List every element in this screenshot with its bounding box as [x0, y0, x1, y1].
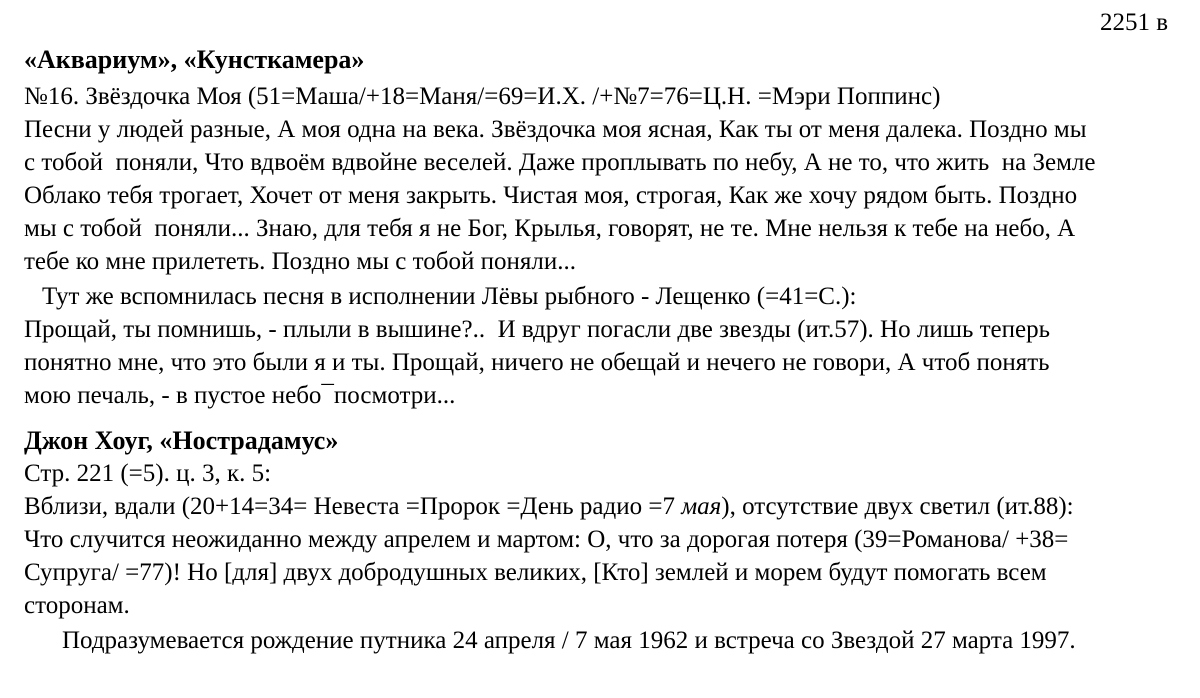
second-song-line: понятно мне, что это были я и ты. Прощай, ничего не обещай и нечего не говори, А чтоб понять — [24, 349, 1050, 376]
second-song-line: Прощай, ты помнишь, - плыли в вышине?.. И вдруг погасли две звезды (ит.57). Но лишь теперь — [24, 316, 1051, 343]
lyrics-line: Облако тебя трогает, Хочет от меня закрыть. Чистая моя, строгая, Как же хочу рядом быть. Поздно — [24, 182, 1078, 209]
quatrain-line — [24, 490, 1174, 523]
page-number: 2251 в — [1099, 9, 1168, 36]
quatrain-line: сторонам. — [24, 592, 130, 619]
quatrain-line-text: Вблизи, вдали (20+14=34= Невеста =Пророк =День радио =7 — [24, 493, 682, 520]
lyrics-paragraph — [24, 113, 1174, 278]
lyrics-line: тебе ко мне прилететь. Поздно мы с тобой поняли... — [24, 248, 576, 275]
page-reference-line: Стр. 221 (=5). ц. 3, к. 5: — [24, 460, 272, 487]
comment-line: Тут же вспомнилась песня в исполнении Лёвы рыбного - Лещенко (=41=С.): — [42, 283, 857, 310]
lyrics-line: Песни у людей разные, А моя одна на века. Звёздочка моя ясная, Как ты от меня далека. Поздно мы — [24, 116, 1087, 143]
quatrain-line: Что случится неожиданно между апрелем и мартом: О, что за дорогая потеря (39=Романова/ +38= — [24, 526, 1069, 553]
quatrain-line: Супруга/ =77)! Но [для] двух добродушных великих, [Кто] землей и морем будут помогать всем — [24, 559, 1047, 586]
lyrics-line: с тобой поняли, Что вдвоём вдвойне веселей. Даже проплывать по небу, А не то, что жить на Земле — [24, 149, 1096, 176]
section-heading-hogue: Джон Хоуг, «Нострадамус» — [24, 426, 339, 455]
lyrics-line: мы с тобой поняли... Знаю, для тебя я не Бог, Крылья, говорят, не те. Мне нельзя к тебе на небо, А — [24, 215, 1076, 242]
quatrain-line-italic-text: мая — [681, 493, 722, 520]
second-song-line: мою печаль, - в пустое небо¯посмотри... — [24, 382, 456, 409]
section-heading-aquarium: «Аквариум», «Кунсткамера» — [24, 45, 365, 74]
conclusion-line: Подразумевается рождение путника 24 апреля / 7 мая 1962 и встреча со Звездой 27 марта 1997. — [62, 627, 1076, 654]
song-title-line: №16. Звёздочка Моя (51=Маша/+18=Маня/=69=И.Х. /+№7=76=Ц.Н. =Мэри Поппинс) — [24, 83, 941, 110]
quatrain-line-text: ), отсутствие двух светил (ит.88): — [721, 493, 1074, 520]
quatrain-paragraph — [24, 490, 1174, 622]
second-song-paragraph — [24, 313, 1174, 412]
